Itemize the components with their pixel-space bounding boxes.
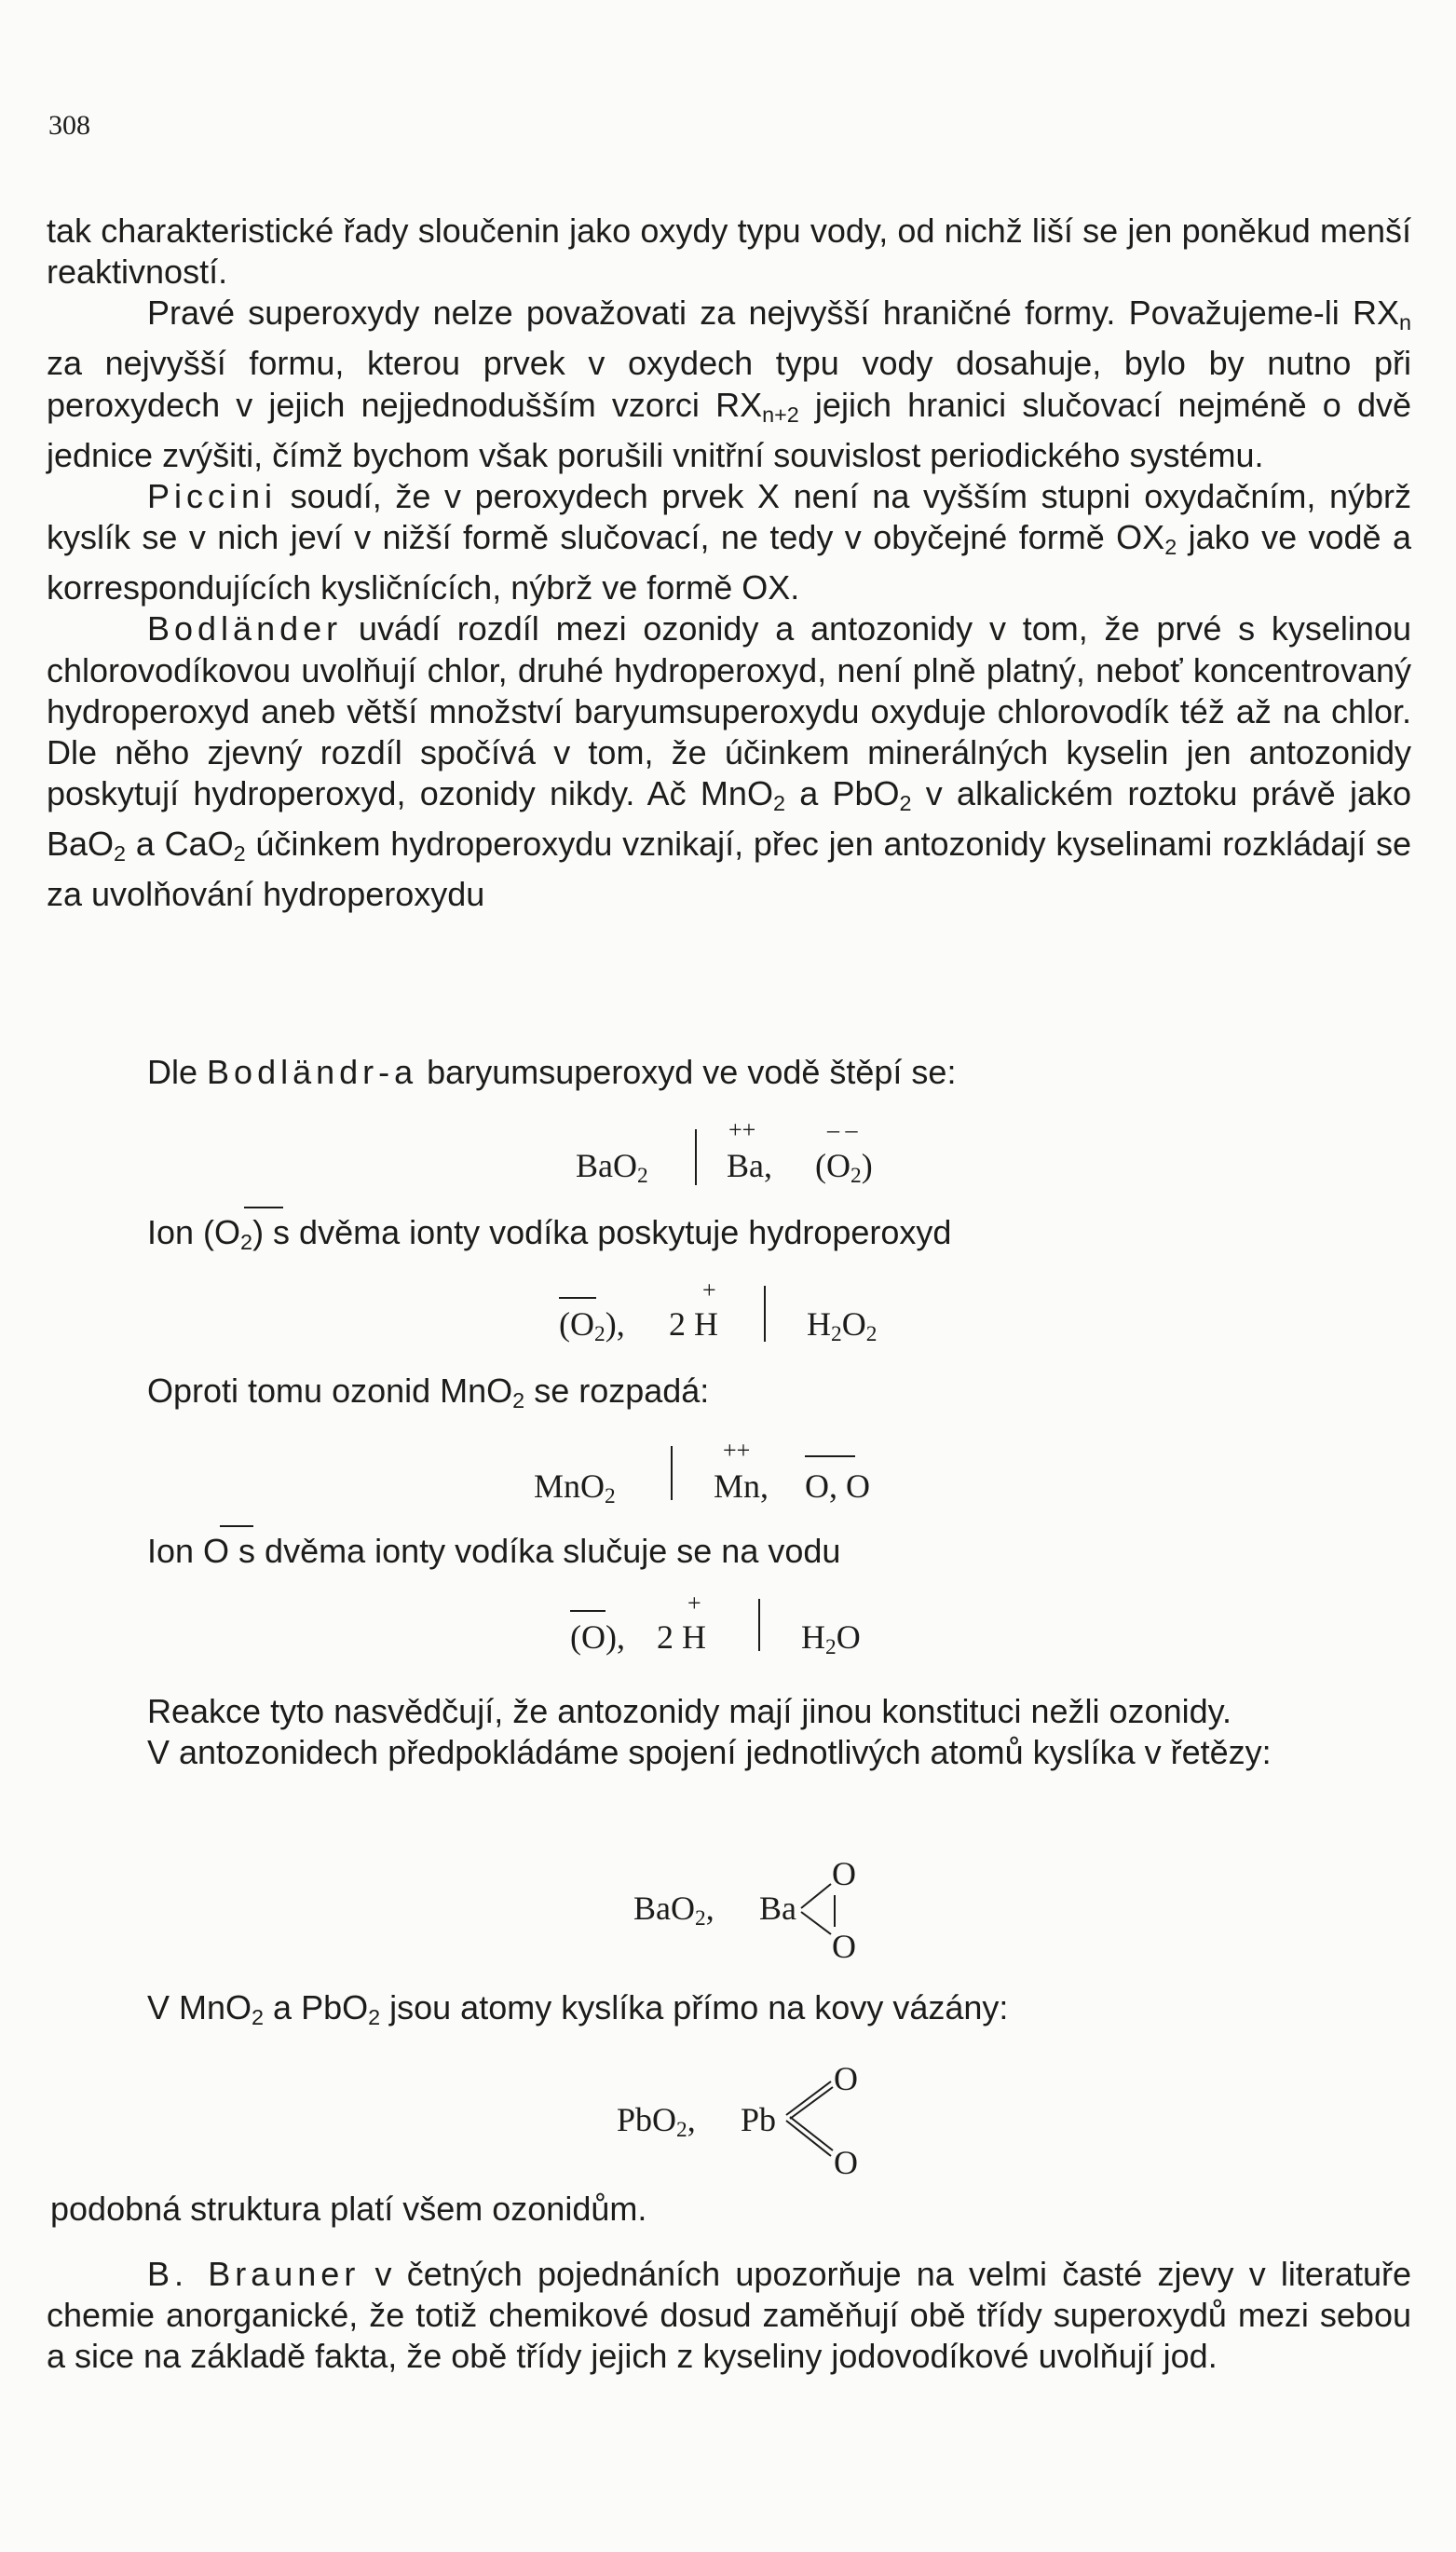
page-number: 308 bbox=[48, 110, 90, 141]
paragraph-8: podobná struktura platí všem ozonidům. bbox=[50, 2190, 647, 2228]
paragraph-5: Reakce tyto nasvědčují, že antozonidy mají jinou konstituci nežli ozonidy. bbox=[147, 1692, 1231, 1730]
document-page: 308 tak charakteristické řady sloučenin jako oxydy typu vody, od nichž liší se jen poněkud menší reaktivností. Pravé superoxydy nelze považovati za nejvyšší hraničné formy. Považujeme-li $RX_n$ za nejvyšší formu, kterou prvek v oxydech typu vody dosahuje, bylo by nutno při peroxydech v jejich nejjednodušším vzorci $RX_{n+2}$ jejich hranici slučovací nejméně o dvě jednice zvýšiti, čímž bychom však porušili vnitřní souvislost periodického systému. Piccini soudí, že v peroxydech prvek X není na vyšším stupni oxydačním, nýbrž kyslík se v nich jeví v nižší formě slučovací, ne tedy v obyčejné formě $OX_2$ jako ve vodě a korrespondujících kysličnících, nýbrž ve formě OX. Bodländer uvádí rozdíl mezi ozonidy a antozonidy v tom, že prvé s kyselinou chlorovodíkovou uvolňují chlor, druhé hydroperoxyd, není plně platný, neboť koncentrovaný hydroperoxyd aneb větší množství baryumsuperoxydu oxyduje chlorovodík též až na chlor. Dle něho zjevný rozdíl spočívá v tom, že účinkem minerálných kyselin jen antozonidy poskytují hydroperoxyd, ozonidy nikdy. Ač MnO$_2$ a PbO$_2$ v alkalickém roztoku právě jako BaO$_2$ a CaO$_2$ účinkem hydroperoxydu vznikají, přec jen antozonidy kyselinami rozkládají se za uvolňování hydroperoxydu Dle Bodländr-a baryumsuperoxyd ve vodě štěpí se: BaO$_2$ ++ Ba, – – $(O_2)$ Ion $(O_2)$ s dvěma ionty vodíka poskytuje hydroperoxyd $(O_2)$, + 2 H $H_2O_2$ Oproti tomu ozonid MnO$_2$ se rozpadá: MnO$_2$ ++ Mn, O, O Ion O s dvěma ionty vodíka slučuje se na vodu (O), + 2 H $H_2O$ Reakce tyto nasvědčují, že antozonidy mají jinou konstituci nežli ozonidy. V antozonidech předpokládáme spojení jednotlivých atomů kyslíka v řetězy: BaO$_2$, Ba O O V MnO$_2$ a PbO$_2$ jsou atomy kyslíka přímo na kovy vázány: PbO$_2$, Pb O O podobná struktura platí všem ozonidům. B. Brauner v četných pojednáních upozorňuje na velmi časté zjevy v literatuře chemie anorganické, že totiž chemikové dosud zaměňují obě třídy superoxydů mezi sebou a sice na základě fakta, že obě třídy jejich z kyseliny jodovodíkové uvolňují jod. bbox=[0, 0, 1456, 2552]
bond-lines-1 bbox=[799, 1873, 837, 1947]
paragraph-1: tak charakteristické řady sloučenin jako oxydy typu vody, od nichž liší se jen poněkud menší reaktivností. bbox=[47, 212, 1411, 292]
paragraph-9: B. Brauner v četných pojednáních upozorňuje na velmi časté zjevy v literatuře chemie anorganické, že totiž chemikové dosud zaměňují obě třídy superoxydů mezi sebou a sice na základě fakta, že obě třídy jejich z kyseliny jodovodíkové uvolňují jod. bbox=[47, 2255, 1411, 2376]
paragraph-4: Bodländer uvádí rozdíl mezi ozonidy a antozonidy v tom, že prvé s kyselinou chlorovodíkovou uvolňují chlor, druhé hydroperoxyd, není plně platný, neboť koncentrovaný hydroperoxyd aneb větší množství baryumsuperoxydu oxyduje chlorovodík též až na chlor. Dle něho zjevný rozdíl spočívá v tom, že účinkem minerálných kyselin jen antozonidy poskytují hydroperoxyd, ozonidy nikdy. Ač MnO$_2$ a PbO$_2$ v alkalickém roztoku právě jako BaO$_2$ a CaO$_2$ účinkem hydroperoxydu vznikají, přec jen antozonidy kyselinami rozkládají se za uvolňování hydroperoxydu bbox=[47, 609, 1412, 914]
ion-line-1: Ion $(O_2)$ s dvěma ionty vodíka poskytuje hydroperoxyd bbox=[147, 1213, 952, 1254]
paragraph-7: V MnO$_2$ a PbO$_2$ jsou atomy kyslíka přímo na kovy vázány: bbox=[147, 1988, 1009, 2029]
author-piccini: Piccini bbox=[147, 476, 278, 515]
ion-line-2: Ion O s dvěma ionty vodíka slučuje se na vodu bbox=[147, 1532, 841, 1570]
paragraph-3: Piccini soudí, že v peroxydech prvek X není na vyšším stupni oxydačním, nýbrž kyslík se v nich jeví v nižší formě slučovací, ne tedy v obyčejné formě $OX_2$ jako ve vodě a korrespondujících kysličnících, nýbrž ve formě OX. bbox=[47, 476, 1411, 607]
author-bodlander: Bodländer bbox=[147, 609, 343, 648]
intro-line-1: Dle Bodländr-a baryumsuperoxyd ve vodě štěpí se: bbox=[147, 1053, 957, 1091]
author-brauner: B. Brauner bbox=[147, 2255, 361, 2293]
text-block-mid bbox=[47, 1691, 1411, 1773]
paragraph-6: V antozonidech předpokládáme spojení jednotlivých atomů kyslíka v řetězy: bbox=[147, 1733, 1272, 1772]
bond-lines-2 bbox=[784, 2074, 837, 2163]
paragraph-2: Pravé superoxydy nelze považovati za nejvyšší hraničné formy. Považujeme-li $RX_n$ za nejvyšší formu, kterou prvek v oxydech typu vody dosahuje, bylo by nutno při peroxydech v jejich nejjednodušším vzorci $RX_{n+2}$ jejich hranici slučovací nejméně o dvě jednice zvýšiti, čímž bychom však porušili vnitřní souvislost periodického systému. bbox=[47, 293, 1411, 474]
text-block-top bbox=[47, 211, 1411, 915]
intro-line-2: Oproti tomu ozonid MnO$_2$ se rozpadá: bbox=[147, 1372, 710, 1412]
text-block-bottom bbox=[47, 2254, 1411, 2378]
